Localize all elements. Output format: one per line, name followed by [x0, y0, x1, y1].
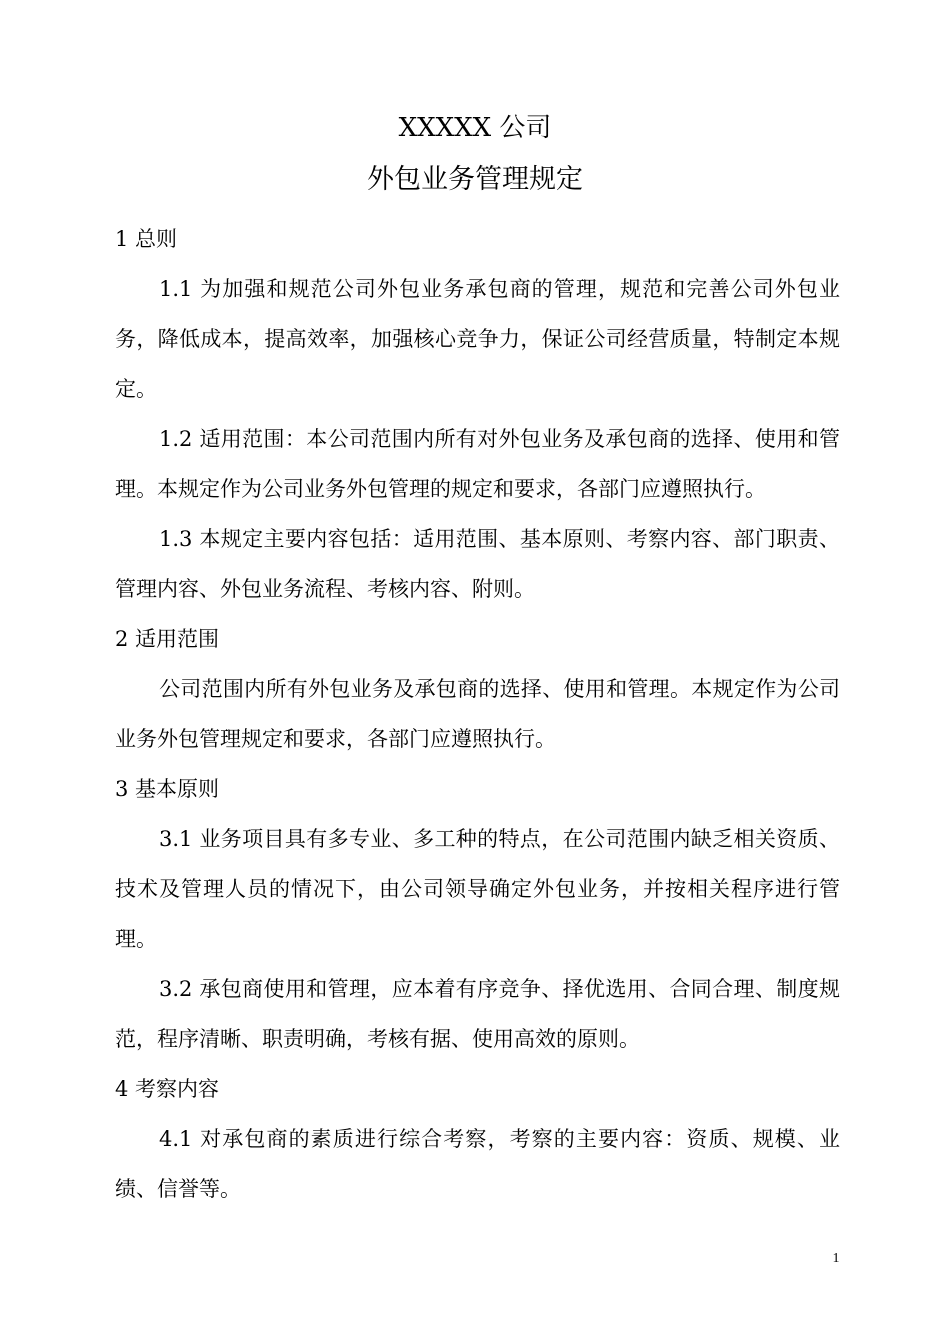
paragraph-1-3: 1.3 本规定主要内容包括：适用范围、基本原则、考察内容、部门职责、管理内容、外包业务流程、考核内容、附则。 — [115, 527, 840, 601]
paragraph-1-1: 1.1 为加强和规范公司外包业务承包商的管理，规范和完善公司外包业务，降低成本，提高效率，加强核心竞争力，保证公司经营质量，特制定本规定。 — [115, 277, 840, 401]
document-body — [115, 214, 840, 1214]
paragraph-3-2: 3.2 承包商使用和管理，应本着有序竞争、择优选用、合同合理、制度规范，程序清晰、职责明确，考核有据、使用高效的原则。 — [115, 977, 840, 1051]
page-number: 1 — [832, 1251, 840, 1266]
document-title: 外包业务管理规定 — [367, 164, 583, 195]
section-heading-2: 2 适用范围 — [115, 627, 220, 651]
paragraph-4-1: 4.1 对承包商的素质进行综合考察，考察的主要内容：资质、规模、业绩、信誉等。 — [115, 1127, 840, 1201]
section-heading-4: 4 考察内容 — [115, 1077, 220, 1101]
section-heading-1: 1 总则 — [115, 227, 178, 251]
company-name: XXXXX 公司 — [398, 113, 552, 143]
paragraph-1-2: 1.2 适用范围：本公司范围内所有对外包业务及承包商的选择、使用和管理。本规定作为公司业务外包管理的规定和要求，各部门应遵照执行。 — [115, 427, 840, 501]
paragraph-3-1: 3.1 业务项目具有多专业、多工种的特点，在公司范围内缺乏相关资质、技术及管理人员的情况下，由公司领导确定外包业务，并按相关程序进行管理。 — [115, 827, 840, 951]
paragraph-2: 公司范围内所有外包业务及承包商的选择、使用和管理。本规定作为公司业务外包管理规定和要求，各部门应遵照执行。 — [115, 677, 840, 751]
section-heading-3: 3 基本原则 — [115, 777, 220, 801]
